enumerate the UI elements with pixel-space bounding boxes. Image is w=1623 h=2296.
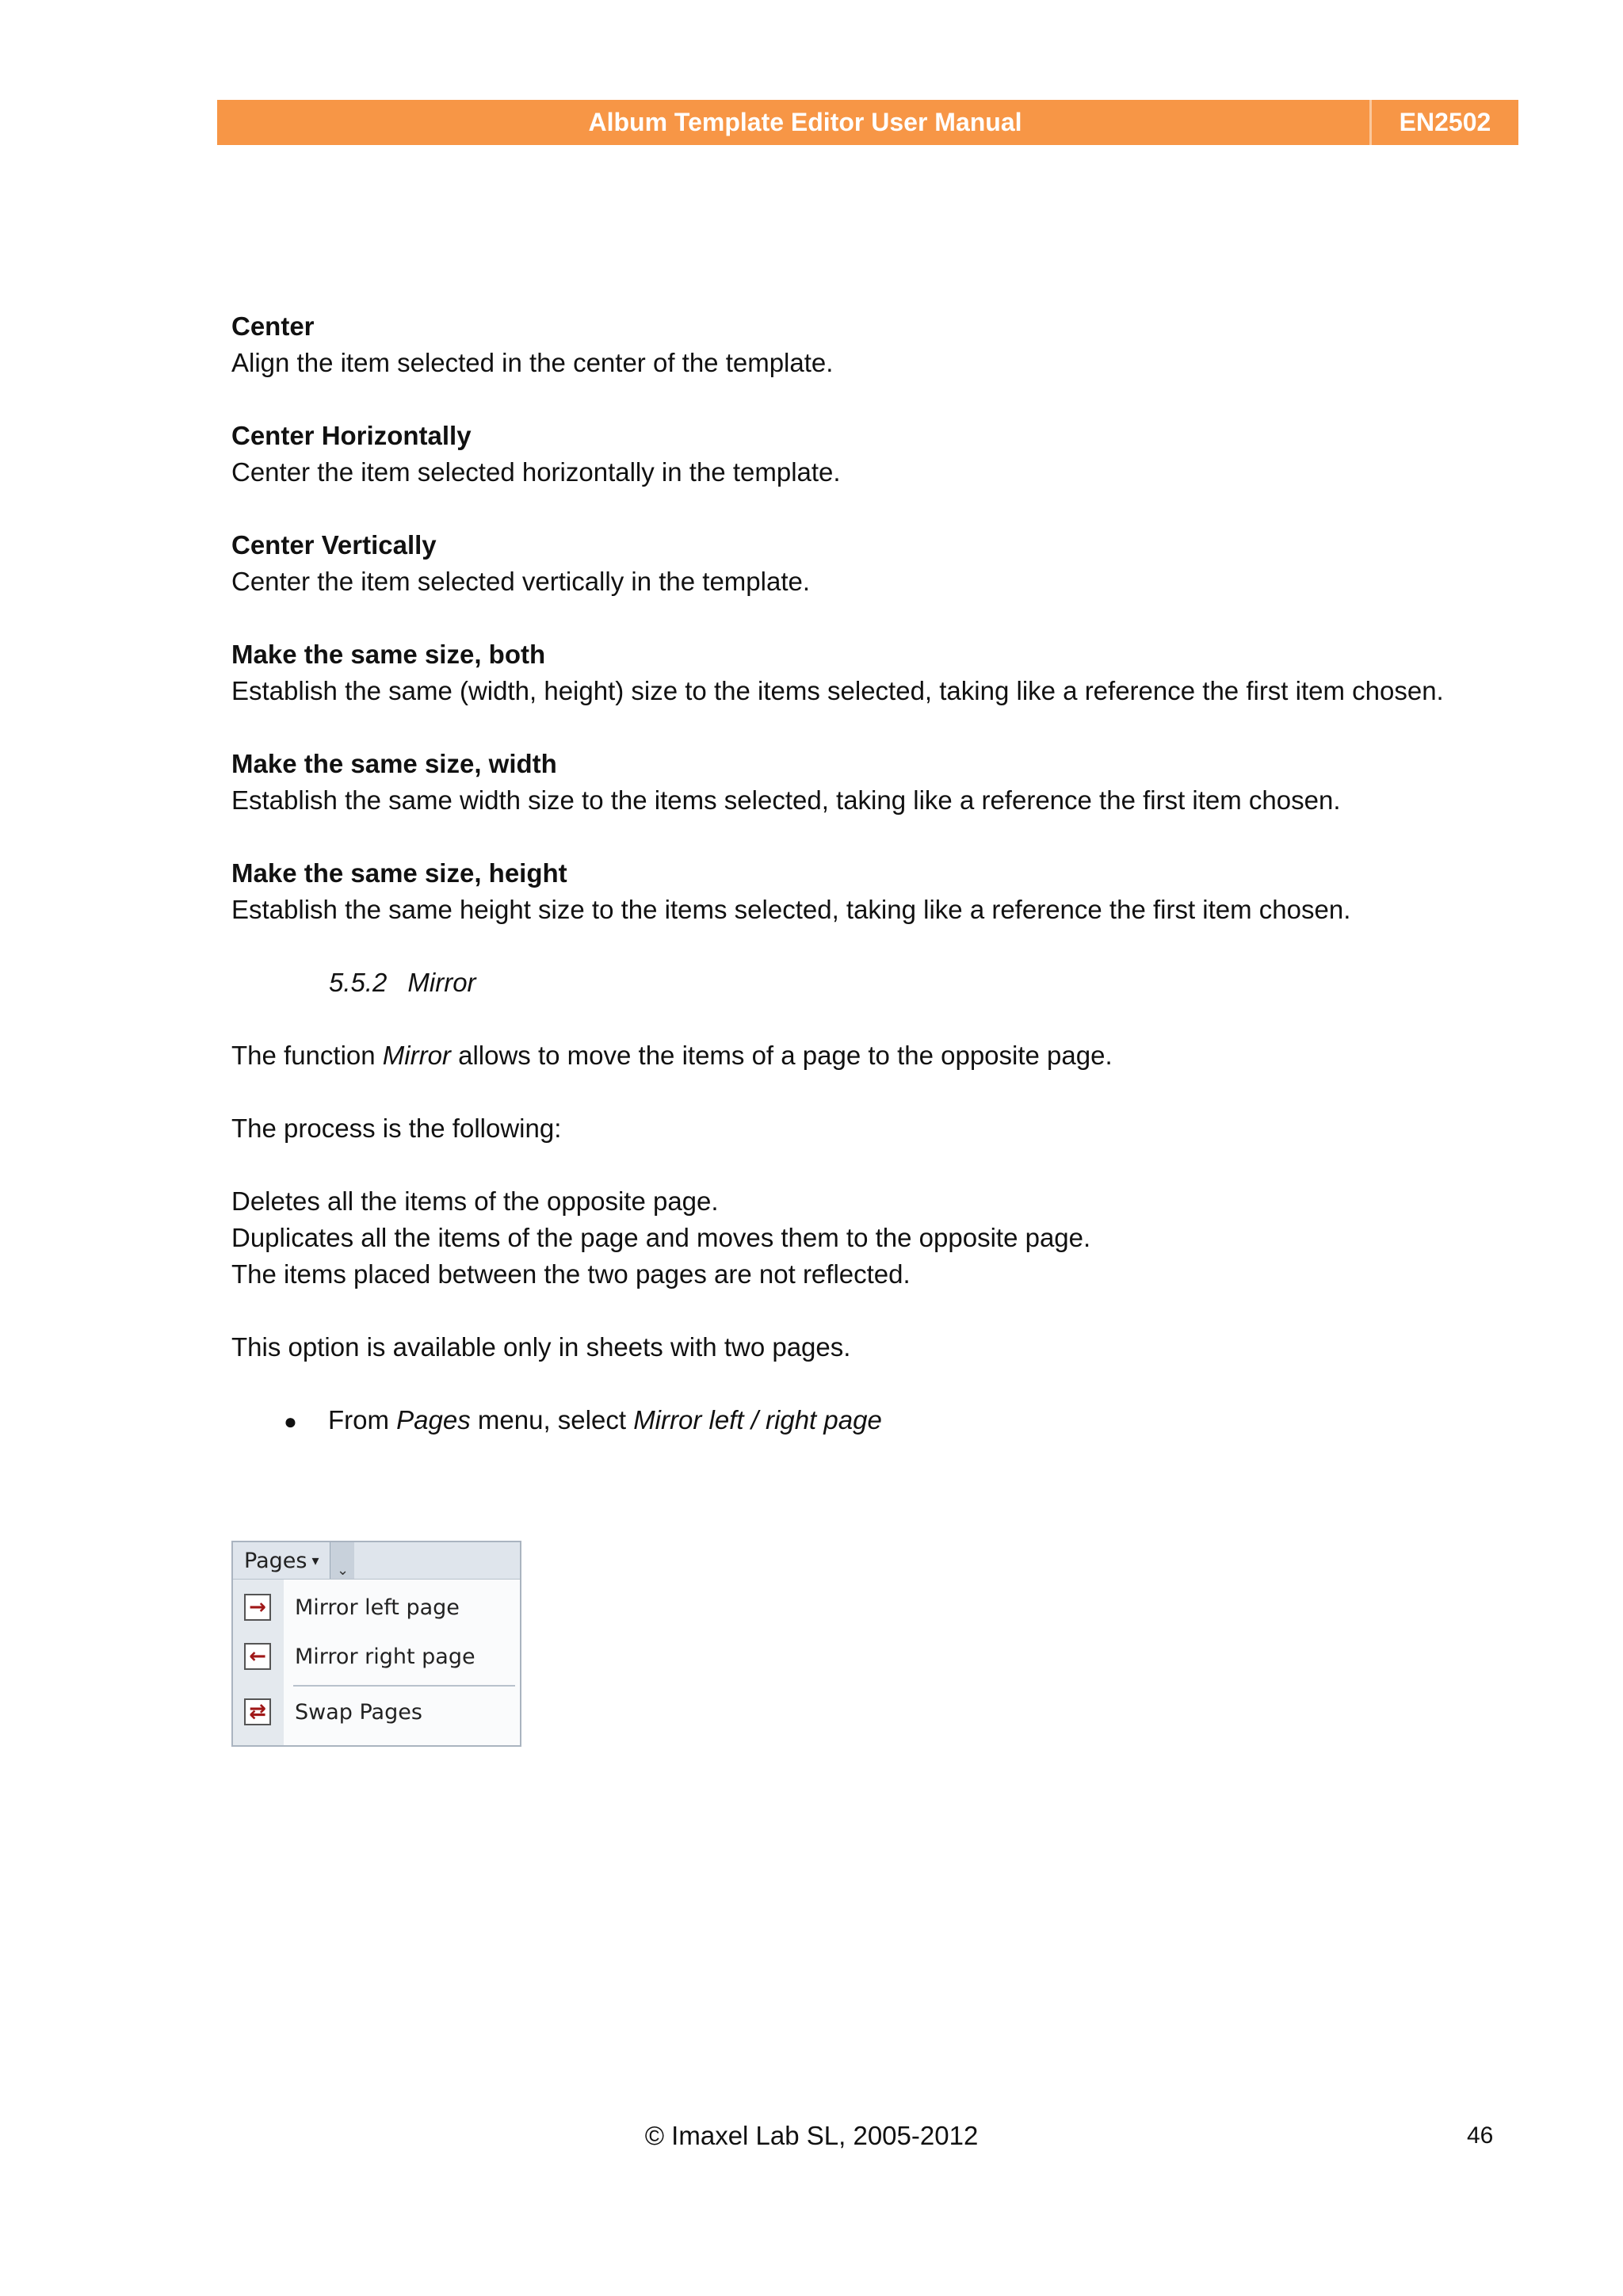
process-step: The items placed between the two pages are not reflected. (231, 1259, 911, 1289)
bullet-icon: ● (284, 1409, 297, 1434)
entry-text: Establish the same (width, height) size to the items selected, taking like a reference the first item chosen. (231, 676, 1444, 705)
menu-item-label: Mirror right page (295, 1644, 475, 1669)
intro-text-end: allows to move the items of a page to the opposite page. (450, 1041, 1113, 1070)
menu-item-swap-pages[interactable] (233, 1690, 520, 1734)
entry-text: Establish the same height size to the items selected, taking like a reference the first item chosen. (231, 895, 1351, 924)
chevron-down-icon: ▾ (311, 1552, 319, 1569)
menu-item-mirror-right[interactable] (233, 1634, 520, 1679)
entry-heading: Center (231, 311, 315, 341)
entry-heading: Make the same size, width (231, 749, 557, 778)
mirror-left-icon: → (244, 1594, 271, 1621)
instruction-bullet (284, 1402, 1531, 1440)
menu-divider (293, 1685, 515, 1687)
entry-text: Establish the same width size to the items selected, taking like a reference the first item chosen. (231, 785, 1341, 815)
instruction-menu: Pages (396, 1405, 471, 1435)
entry-same-size-both (231, 636, 1531, 709)
page-number: 46 (1467, 2122, 1494, 2149)
entry-same-size-width (231, 746, 1531, 819)
page-header (217, 100, 1518, 145)
entry-heading: Make the same size, both (231, 640, 546, 669)
pages-menu-screenshot (231, 1541, 521, 1747)
process-step: Duplicates all the items of the page and moves them to the opposite page. (231, 1223, 1091, 1252)
section-title: Mirror (407, 968, 476, 997)
instruction-prefix: From (328, 1405, 397, 1435)
entry-same-size-height (231, 855, 1531, 928)
mirror-right-icon: ← (244, 1643, 271, 1670)
menu-item-label: Mirror left page (295, 1595, 460, 1620)
intro-paragraph (231, 1037, 1531, 1074)
section-heading (329, 965, 1531, 1001)
entry-heading: Center Vertically (231, 530, 437, 560)
entry-text: Align the item selected in the center of the template. (231, 348, 834, 377)
swap-pages-icon: ⇄ (244, 1698, 271, 1725)
menu-item-label: Swap Pages (295, 1699, 422, 1725)
instruction-text (328, 1402, 882, 1438)
entry-center (231, 308, 1531, 381)
document-title: Album Template Editor User Manual (588, 108, 1022, 136)
process-steps (231, 1183, 1531, 1293)
entry-heading: Make the same size, height (231, 858, 567, 888)
process-paragraph: The process is the following: (231, 1114, 562, 1143)
entry-center-horizontally (231, 418, 1531, 491)
instruction-middle: menu, select (470, 1405, 634, 1435)
entry-center-vertically (231, 527, 1531, 600)
toolbar-options-icon[interactable]: ⌄ (330, 1542, 354, 1579)
intro-text: The function (231, 1041, 383, 1070)
entry-text: Center the item selected vertically in the template. (231, 567, 811, 596)
page-content (231, 308, 1531, 1477)
entry-text: Center the item selected horizontally in the template. (231, 457, 841, 487)
menu-bar (233, 1542, 520, 1580)
process-step: Deletes all the items of the opposite page. (231, 1186, 719, 1216)
instruction-option: Mirror left / right page (633, 1405, 882, 1435)
section-number: 5.5.2 (329, 968, 388, 997)
pages-menu-button[interactable]: Pages (244, 1548, 307, 1573)
footer-copyright: © Imaxel Lab SL, 2005-2012 (644, 2121, 979, 2150)
menu-item-mirror-left[interactable] (233, 1585, 520, 1629)
document-code: EN2502 (1399, 108, 1491, 136)
availability-paragraph: This option is available only in sheets with two pages. (231, 1332, 851, 1362)
entry-heading: Center Horizontally (231, 421, 472, 450)
intro-emphasis: Mirror (382, 1041, 451, 1070)
